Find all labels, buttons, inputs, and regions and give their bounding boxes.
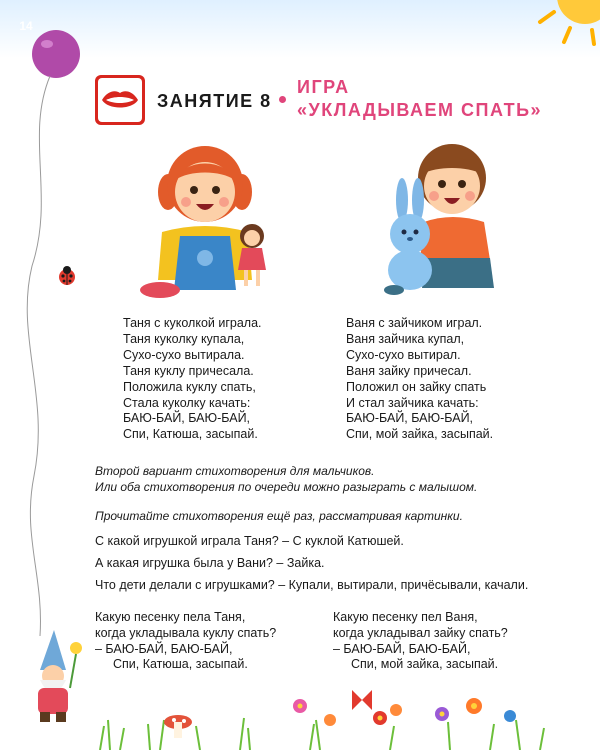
ladybug-icon bbox=[56, 266, 78, 286]
reread-note: Прочитайте стихотворения ещё раз, рассматривая картинки. bbox=[95, 509, 463, 523]
poem-line: Спи, Катюша, засыпай. bbox=[123, 427, 258, 442]
poem-line: Ваня зайчика купал, bbox=[346, 331, 465, 346]
variant-note-line2: Или оба стихотворения по очереди можно разыграть с малышом. bbox=[95, 480, 478, 494]
poem-line: Положил он зайку спать bbox=[346, 379, 487, 394]
song-answer-line: – БАЮ-БАЙ, БАЮ-БАЙ, bbox=[95, 641, 233, 656]
poem-line: Сухо-сухо вытирал. bbox=[346, 347, 461, 362]
poem-line: Сухо-сухо вытирала. bbox=[123, 347, 245, 362]
lips-icon bbox=[98, 78, 142, 122]
song-answer-line: Спи, мой зайка, засыпай. bbox=[351, 657, 499, 672]
song-answer-line: – БАЮ-БАЙ, БАЮ-БАЙ, bbox=[333, 641, 471, 656]
title-separator-dot bbox=[279, 96, 286, 103]
sun-icon bbox=[530, 0, 600, 48]
page-number: 14 bbox=[19, 19, 33, 33]
poem-line: Стала куколку качать: bbox=[123, 395, 251, 410]
boy-with-bunny-illustration bbox=[372, 138, 512, 298]
lips-badge bbox=[95, 75, 145, 125]
poem-line: БАЮ-БАЙ, БАЮ-БАЙ, bbox=[346, 411, 474, 426]
game-title-line2: «УКЛАДЫВАЕМ СПАТЬ» bbox=[297, 100, 543, 120]
song-question-line: когда укладывал зайку спать? bbox=[333, 625, 508, 640]
girl-with-doll-illustration bbox=[140, 140, 290, 300]
poem-girl bbox=[123, 316, 262, 443]
question-answer: С какой игрушкой играла Таня? – С куклой Катюшей. bbox=[95, 534, 404, 548]
song-question-girl bbox=[95, 610, 276, 673]
poem-line: Ваня зайку причесал. bbox=[346, 363, 472, 378]
variant-note-line1: Второй вариант стихотворения для мальчиков. bbox=[95, 464, 375, 478]
lesson-title: ЗАНЯТИЕ 8 bbox=[157, 91, 272, 111]
gnome-icon bbox=[20, 626, 90, 726]
poem-boy bbox=[346, 316, 493, 443]
question-answer: А какая игрушка была у Вани? – Зайка. bbox=[95, 556, 325, 570]
game-title-line1: ИГРА bbox=[297, 77, 350, 97]
poem-line: Таня куклу причесала. bbox=[123, 363, 254, 378]
song-question-line: Какую песенку пела Таня, bbox=[95, 610, 246, 624]
question-answer: Что дети делали с игрушками? – Купали, вытирали, причёсывали, качали. bbox=[95, 578, 529, 592]
poem-line: И стал зайчика качать: bbox=[346, 395, 479, 410]
game-title bbox=[297, 76, 542, 122]
song-answer-line: Спи, Катюша, засыпай. bbox=[113, 657, 248, 672]
poem-line: БАЮ-БАЙ, БАЮ-БАЙ, bbox=[123, 411, 251, 426]
poem-line: Таня куколку купала, bbox=[123, 331, 245, 346]
flower-meadow-illustration bbox=[90, 680, 550, 750]
poem-line: Спи, мой зайка, засыпай. bbox=[346, 427, 494, 442]
variant-note bbox=[95, 463, 477, 495]
poem-line: Ваня с зайчиком играл. bbox=[346, 316, 483, 330]
song-question-line: Какую песенку пел Ваня, bbox=[333, 610, 478, 624]
poem-line: Таня с куколкой играла. bbox=[123, 316, 262, 330]
balloon-string bbox=[20, 76, 60, 636]
song-question-line: когда укладывала куклу спать? bbox=[95, 625, 277, 640]
poem-line: Положила куклу спать, bbox=[123, 379, 256, 394]
sky-background bbox=[0, 0, 600, 58]
song-question-boy bbox=[333, 610, 508, 673]
